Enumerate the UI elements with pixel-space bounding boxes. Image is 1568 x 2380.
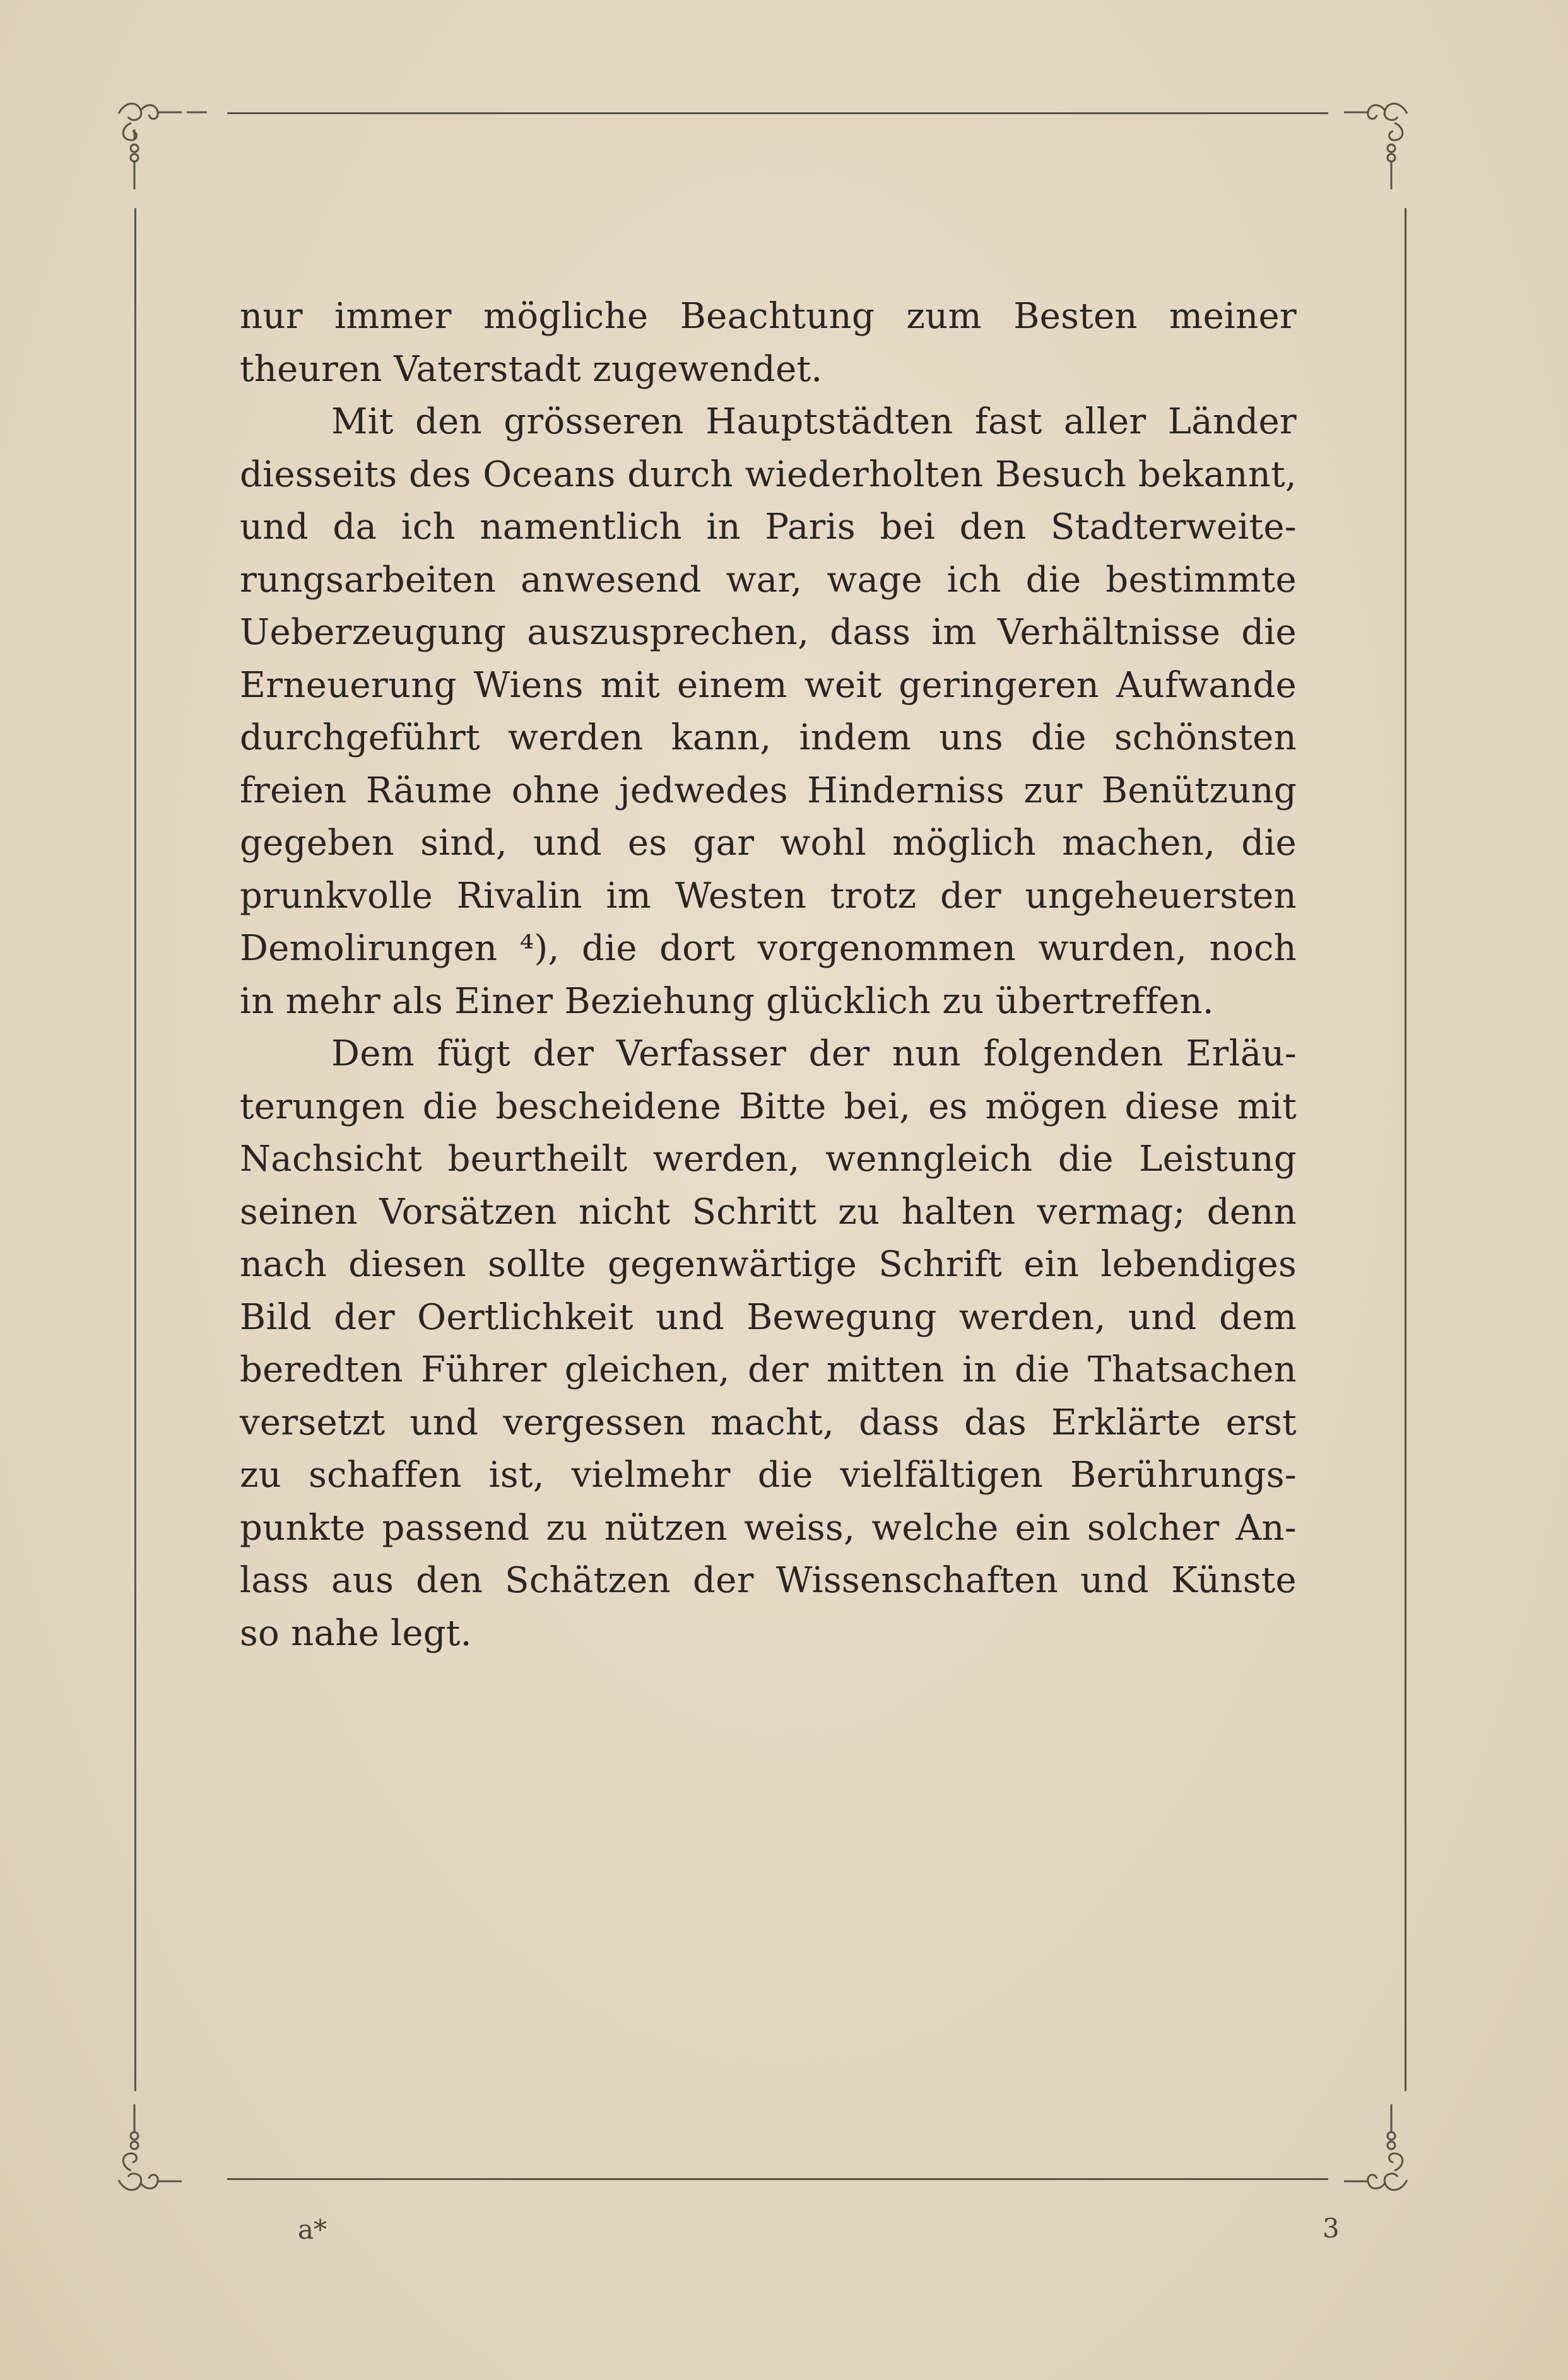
text-line: Nachsicht beurtheilt werden, wenngleich die Leistung	[240, 1139, 1297, 1180]
text-line: nur immer mögliche Beachtung zum Besten meiner	[240, 296, 1297, 337]
page-number: 3	[1323, 2213, 1340, 2244]
body-text	[240, 290, 1297, 1660]
text-line: beredten Führer gleichen, der mitten in die Thatsachen	[240, 1349, 1297, 1390]
text-line: rungsarbeiten anwesend war, wage ich die bestimmte	[240, 559, 1297, 601]
text-line: Demolirungen ⁴), die dort vorgenommen wurden, noch	[240, 928, 1297, 969]
signature-mark: a*	[298, 2214, 327, 2245]
text-line: terungen die bescheidene Bitte bei, es mögen diese mit	[240, 1086, 1297, 1127]
text-line: Bild der Oertlichkeit und Bewegung werden, und dem	[240, 1296, 1297, 1338]
text-line: in mehr als Einer Beziehung glücklich zu übertreffen.	[240, 980, 1214, 1022]
border-bottom-rule	[227, 2178, 1328, 2180]
text-line: versetzt und vergessen macht, dass das Erklärte erst	[240, 1402, 1297, 1443]
border-right-rule	[1405, 208, 1406, 2091]
text-line: seinen Vorsätzen nicht Schritt zu halten vermag; denn	[240, 1191, 1297, 1233]
border-top-rule	[227, 112, 1328, 114]
text-line: zu schaffen ist, vielmehr die vielfältigen Berührungs-	[240, 1455, 1297, 1496]
text-line: prunkvolle Rivalin im Westen trotz der ungeheuersten	[240, 875, 1297, 917]
corner-ornament-icon	[1319, 95, 1413, 189]
text-line: durchgeführt werden kann, indem uns die schönsten	[240, 717, 1297, 758]
text-line: lass aus den Schätzen der Wissenschaften und Künste	[240, 1560, 1297, 1601]
text-line: freien Räume ohne jedwedes Hinderniss zur Benützung	[240, 770, 1297, 811]
corner-ornament-icon	[112, 2104, 207, 2199]
text-line: Dem fügt der Verfasser der nun folgenden Erläu-	[331, 1033, 1297, 1074]
text-line: Mit den grösseren Hauptstädten fast aller Länder	[331, 401, 1297, 442]
text-line: Erneuerung Wiens mit einem weit geringeren Aufwande	[240, 664, 1297, 706]
text-line: diesseits des Oceans durch wiederholten Besuch bekannt,	[240, 454, 1297, 495]
text-line: theuren Vaterstadt zugewendet.	[240, 348, 823, 390]
corner-ornament-icon	[112, 95, 207, 189]
border-left-rule	[134, 208, 136, 2091]
text-line: Ueberzeugung auszusprechen, dass im Verhältnisse die	[240, 612, 1297, 653]
text-line: gegeben sind, und es gar wohl möglich machen, die	[240, 823, 1297, 864]
text-line: und da ich namentlich in Paris bei den Stadterweite-	[240, 507, 1297, 548]
text-line: nach diesen sollte gegenwärtige Schrift ein lebendiges	[240, 1244, 1297, 1285]
text-line: so nahe legt.	[240, 1612, 472, 1654]
text-line: punkte passend zu nützen weiss, welche ein solcher An-	[240, 1507, 1297, 1549]
corner-ornament-icon	[1319, 2104, 1413, 2199]
